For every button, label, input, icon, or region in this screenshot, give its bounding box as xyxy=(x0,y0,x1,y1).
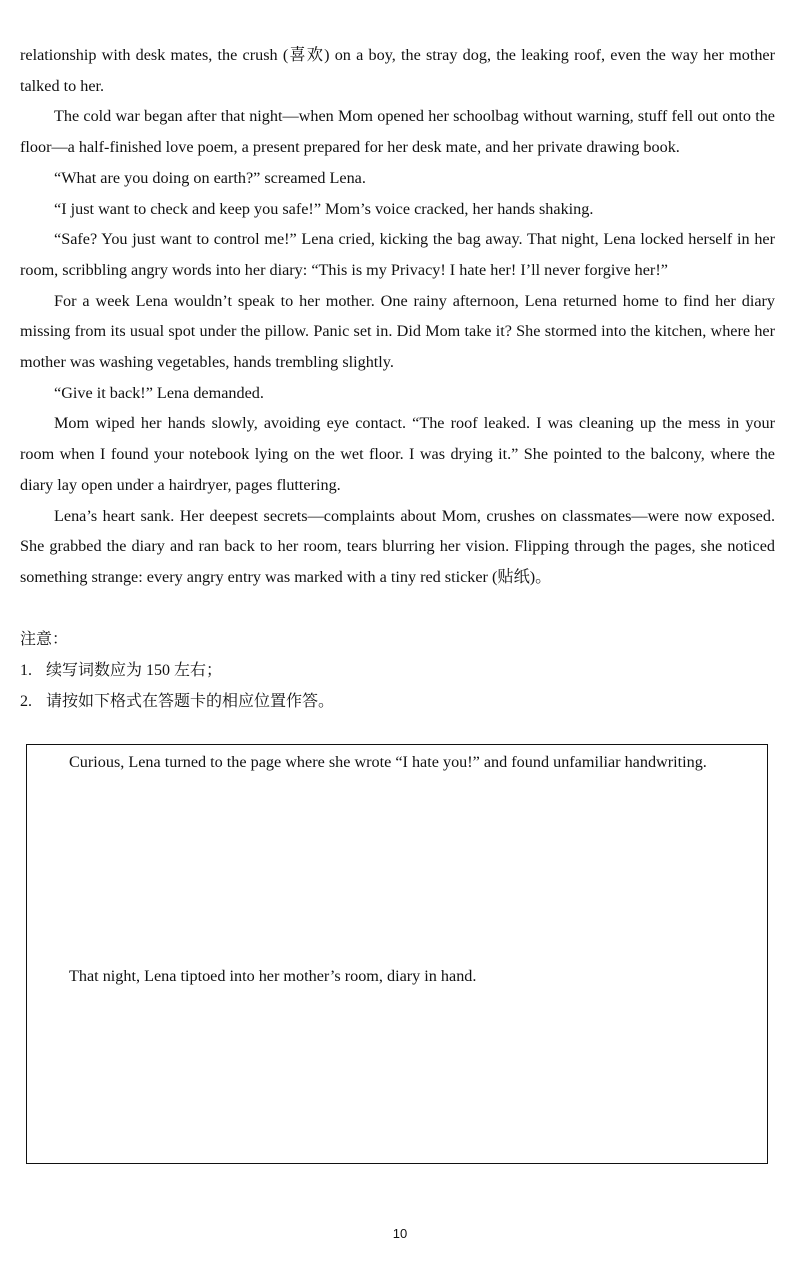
passage-paragraph: “I just want to check and keep you safe!” Mom’s voice cracked, her hands shaking. xyxy=(54,199,594,218)
passage-paragraph: For a week Lena wouldn’t speak to her mother. One rainy afternoon, Lena returned home to find her diary missing from its usual spot under the pillow. Panic set in. Did Mom take it? She stormed into the kitchen, where her mother was washing vegetables, hands trembling slightly. xyxy=(20,291,775,372)
paragraph-two-opening: That night, Lena tiptoed into her mother’s room, diary in hand. xyxy=(69,967,477,985)
instruction-item xyxy=(20,655,775,686)
passage-paragraph: The cold war began after that night—when Mom opened her schoolbag without warning, stuff fell out onto the floor—a half-finished love poem, a present prepared for her desk mate, and her private drawing book. xyxy=(20,107,775,157)
story-passage xyxy=(20,40,775,593)
instruction-number: 1. xyxy=(20,662,32,679)
answer-box xyxy=(26,744,768,1164)
passage-paragraph: “Safe? You just want to control me!” Lena cried, kicking the bag away. That night, Lena locked herself in her room, scribbling angry words into her diary: “This is my Privacy! I hate her! I’ll never forgive her!” xyxy=(20,230,775,279)
page-number: 10 xyxy=(392,1226,408,1241)
passage-paragraph: relationship with desk mates, the crush (喜欢) on a boy, the stray dog, the leaking roof, even the way her mother talked to her. xyxy=(20,46,775,95)
passage-paragraph: “Give it back!” Lena demanded. xyxy=(54,383,264,402)
instruction-text: 请按如下格式在答题卡的相应位置作答。 xyxy=(46,693,335,710)
instructions xyxy=(20,624,775,717)
instructions-heading: 注意： xyxy=(20,631,69,648)
passage-paragraph: “What are you doing on earth?” screamed Lena. xyxy=(54,168,366,187)
paragraph-one-opening: Curious, Lena turned to the page where she wrote “I hate you!” and found unfamiliar handwriting. xyxy=(69,753,707,771)
passage-paragraph: Mom wiped her hands slowly, avoiding eye contact. “The roof leaked. I was cleaning up the mess in your room when I found your notebook lying on the wet floor. I was drying it.” She pointed to the balcony, where the diary lay open under a hairdryer, pages fluttering. xyxy=(20,414,775,494)
passage-paragraph: Lena’s heart sank. Her deepest secrets—complaints about Mom, crushes on classmates—were now exposed. She grabbed the diary and ran back to her room, tears blurring her vision. Flipping through the pages, she noticed something strange: every angry entry was marked with a tiny red sticker (贴纸)。 xyxy=(20,506,775,586)
instruction-text: 续写词数应为 150 左右； xyxy=(46,662,223,679)
instruction-number: 2. xyxy=(20,693,32,710)
instruction-item xyxy=(20,686,775,717)
